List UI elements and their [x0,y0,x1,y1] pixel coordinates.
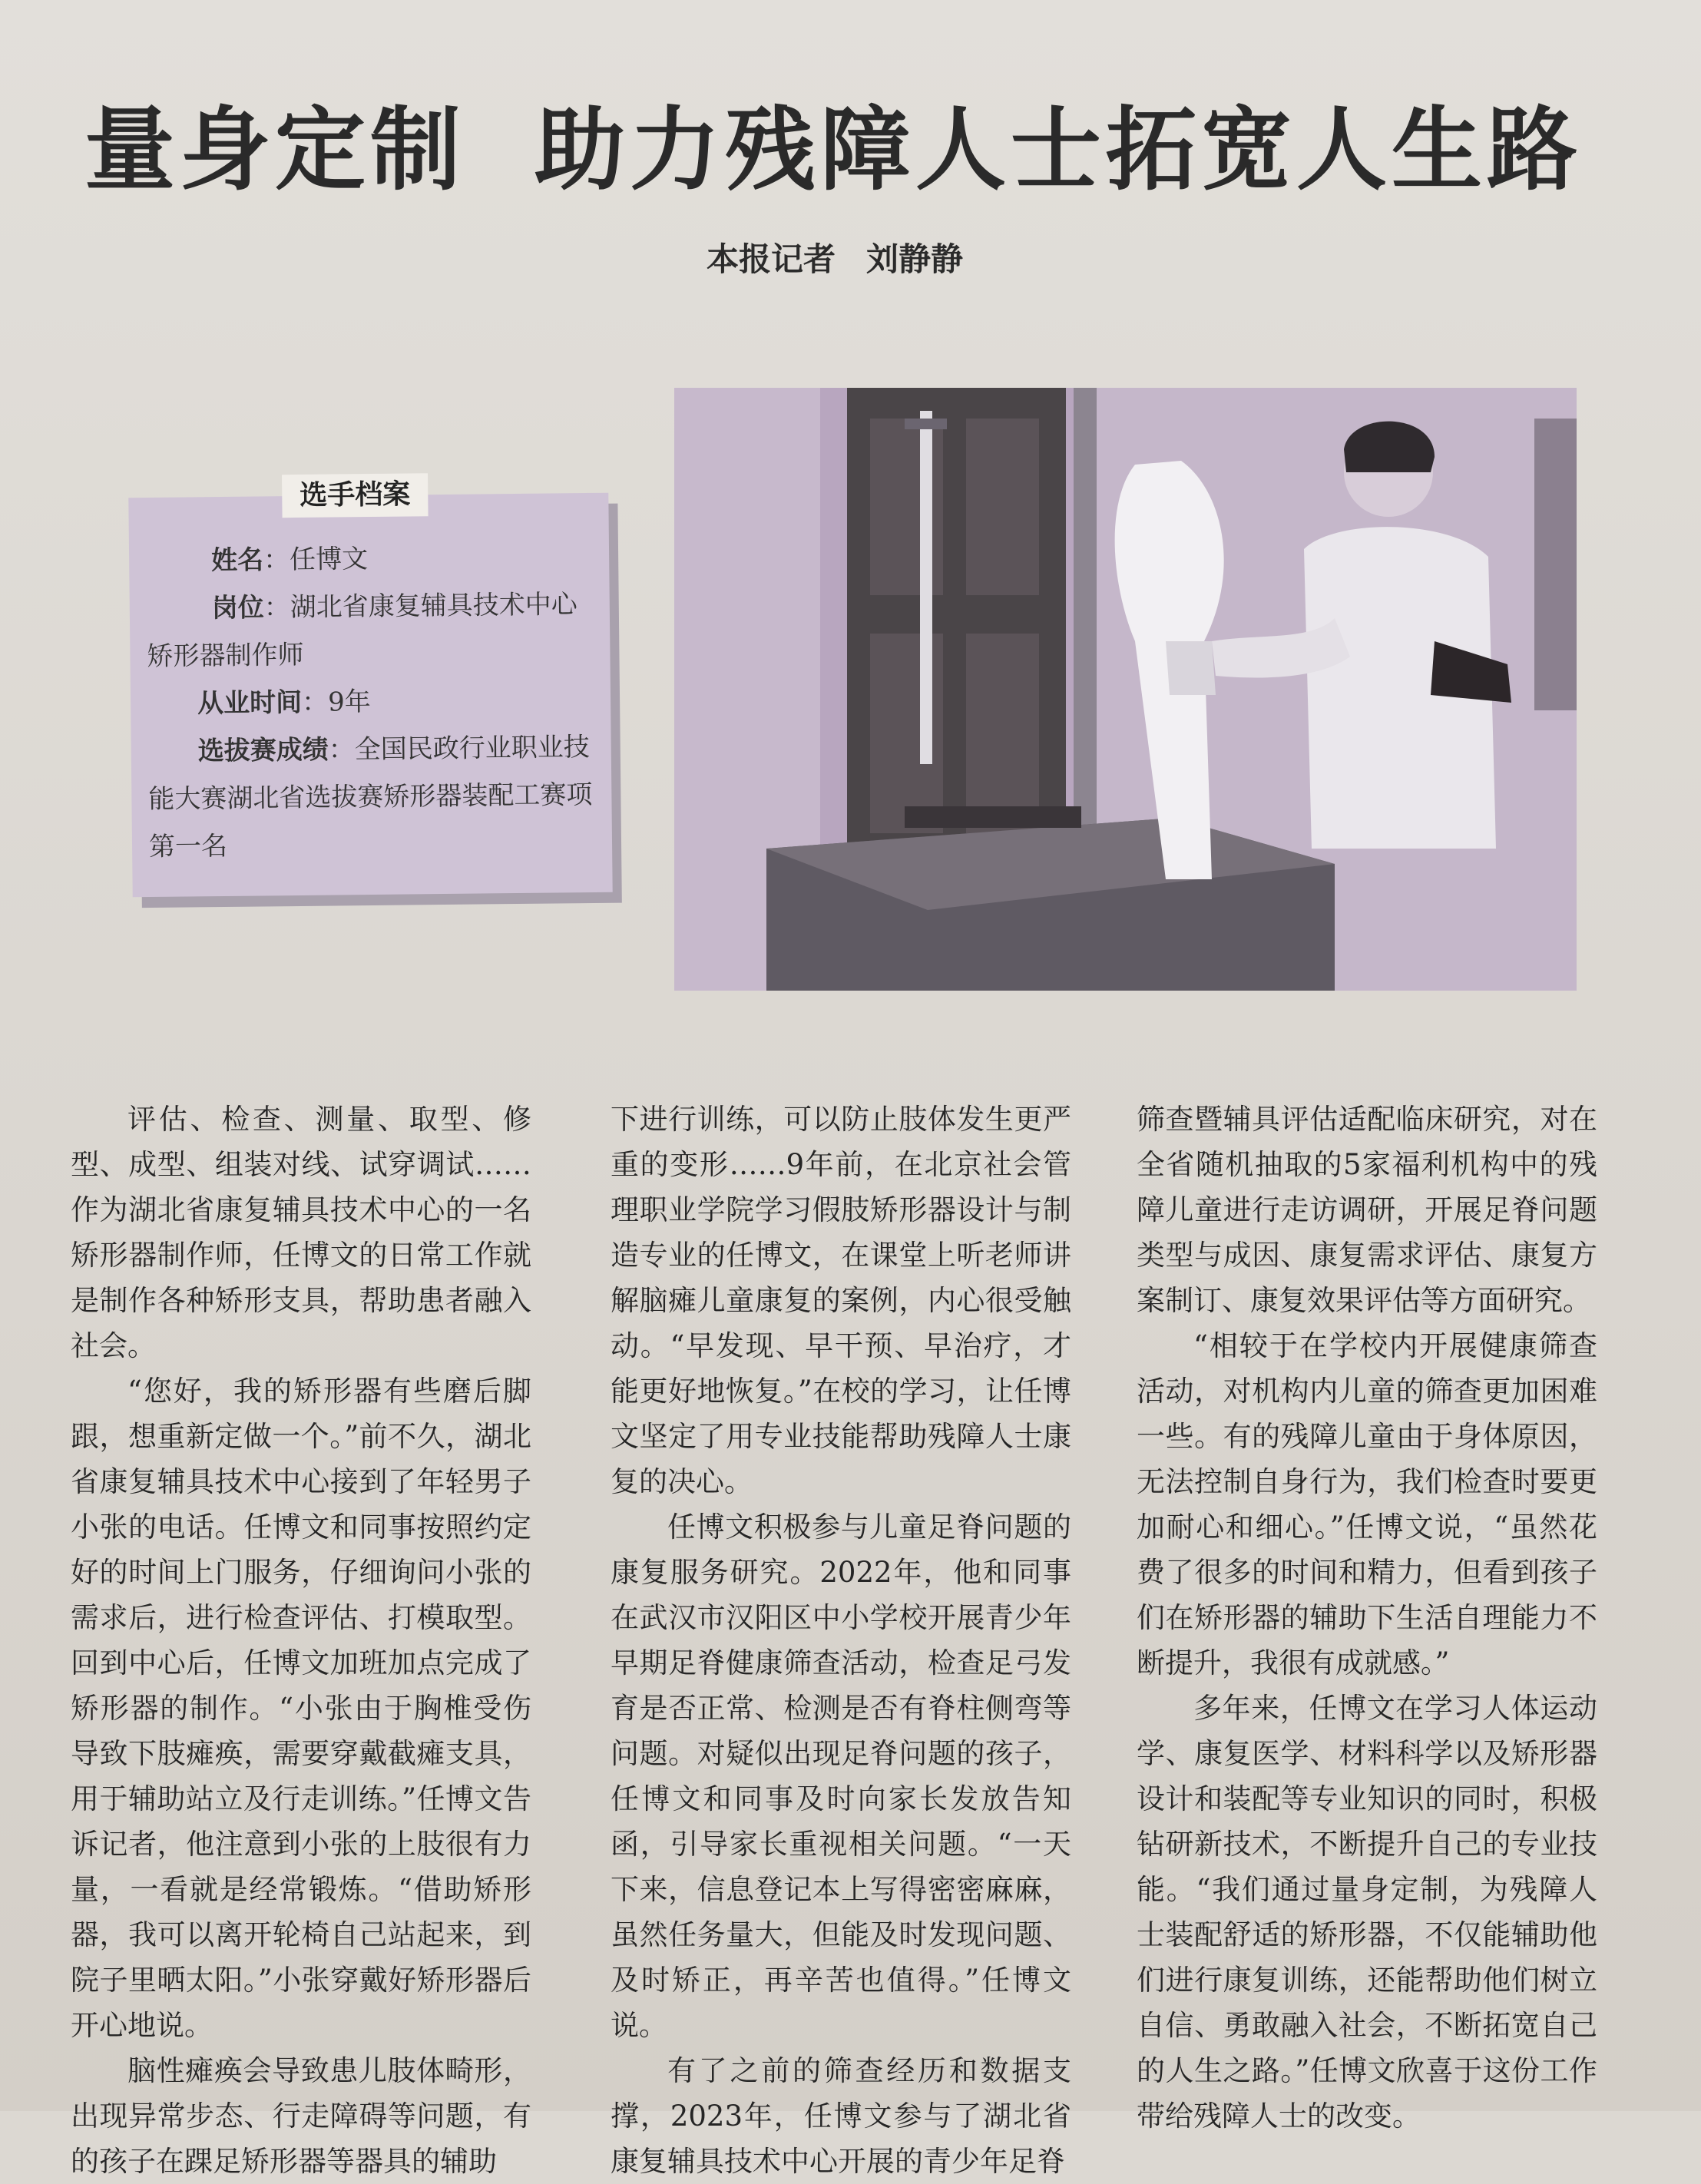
award-label: 选拔赛成绩 [197,734,329,767]
position-value: 湖北省康复辅具技术中心矫形器制作师 [147,589,577,673]
profile-card-tab: 选手档案 [282,473,429,518]
years-label: 从业时间 [197,687,303,720]
headline-part-2: 助力残障人士拓宽人生路 [534,97,1583,203]
profile-card-body: 姓名：任博文 岗位：湖北省康复辅具技术中心矫形器制作师 从业时间：9年 选拔赛成绩：全国民政行业职业技能大赛湖北省选拔赛矫形器装配工赛项第一名 [147,544,593,863]
article-column-2 [611,1097,1071,2184]
article-photo [674,388,1577,991]
article-column-3 [1137,1097,1597,2139]
headline [84,77,1620,207]
byline-label: 本报记者 [707,240,836,278]
byline [707,234,963,280]
name-label: 姓名 [210,544,264,577]
paragraph: 多年来，任博文在学习人体运动学、康复医学、材料科学以及矫形器设计和装配等专业知识的同时，积极钻研新技术，不断提升自己的专业技能。“我们通过量身定制，为残障人士装配舒适的矫形器，不仅能辅助他们进行康复训练，还能帮助他们树立自信、勇敢融入社会，不断拓宽自己的人生之路。”任博文欣喜于这份工作带给残障人士的改变。 [1137,1692,1597,2133]
photo-technician-orthosis [674,388,1577,991]
years-value: 9年 [327,686,371,718]
article-column-1 [71,1097,531,2184]
paragraph-continued: 筛查暨辅具评估适配临床研究，对在全省随机抽取的5家福利机构中的残障儿童进行走访调研，开展足脊问题类型与成因、康复需求评估、康复方案制订、康复效果评估等方面研究。 [1137,1103,1597,1317]
position-label: 岗位 [211,592,265,624]
name-value: 任博文 [289,544,369,576]
paragraph: “相较于在学校内开展健康筛查活动，对机构内儿童的筛查更加困难一些。有的残障儿童由于身体原因，无法控制自身行为，我们检查时要更加耐心和细心。”任博文说，“虽然花费了很多的时间和精力，但看到孩子们在矫形器的辅助下生活自理能力不断提升，我很有成就感。” [1137,1329,1597,1679]
byline-name: 刘静静 [866,240,964,278]
paragraph: 任博文积极参与儿童足脊问题的康复服务研究。2022年，他和同事在武汉市汉阳区中小学校开展青少年早期足脊健康筛查活动，检查足弓发育是否正常、检测是否有脊柱侧弯等问题。对疑似出现足脊问题的孩子，任博文和同事及时向家长发放告知函，引导家长重视相关问题。“一天下来，信息登记本上写得密密麻麻，虽然任务量大，但能及时发现问题、及时矫正，再辛苦也值得。”任博文说。 [611,1511,1071,2042]
paragraph: “您好，我的矫形器有些磨后脚跟，想重新定做一个。”前不久，湖北省康复辅具技术中心接到了年轻男子小张的电话。任博文和同事按照约定好的时间上门服务，仔细询问小张的需求后，进行检查评估、打模取型。回到中心后，任博文加班加点完成了矫形器的制作。“小张由于胸椎受伤导致下肢瘫痪，需要穿戴截瘫支具，用于辅助站立及行走训练。”任博文告诉记者，他注意到小张的上肢很有力量，一看就是经常锻炼。“借助矫形器，我可以离开轮椅自己站起来，到院子里晒太阳。”小张穿戴好矫形器后开心地说。 [71,1375,531,2042]
headline-part-1: 量身定制 [84,97,466,203]
profile-card [128,478,612,898]
award-value: 全国民政行业职业技能大赛湖北省选拔赛矫形器装配工赛项第一名 [148,732,593,863]
paragraph: 评估、检查、测量、取型、修型、成型、组装对线、试穿调试……作为湖北省康复辅具技术中心的一名矫形器制作师，任博文的日常工作就是制作各种矫形支具，帮助患者融入社会。 [71,1103,531,1362]
paragraph-continued: 下进行训练，可以防止肢体发生更严重的变形……9年前，在北京社会管理职业学院学习假肢矫形器设计与制造专业的任博文，在课堂上听老师讲解脑瘫儿童康复的案例，内心很受触动。“早发现、早干预、早治疗，才能更好地恢复。”在校的学习，让任博文坚定了用专业技能帮助残障人士康复的决心。 [611,1103,1071,1498]
paragraph: 脑性瘫痪会导致患儿肢体畸形，出现异常步态、行走障碍等问题，有的孩子在踝足矫形器等器具的辅助 [71,2054,531,2178]
paragraph: 有了之前的筛查经历和数据支撑，2023年，任博文参与了湖北省康复辅具技术中心开展的青少年足脊 [611,2054,1071,2178]
